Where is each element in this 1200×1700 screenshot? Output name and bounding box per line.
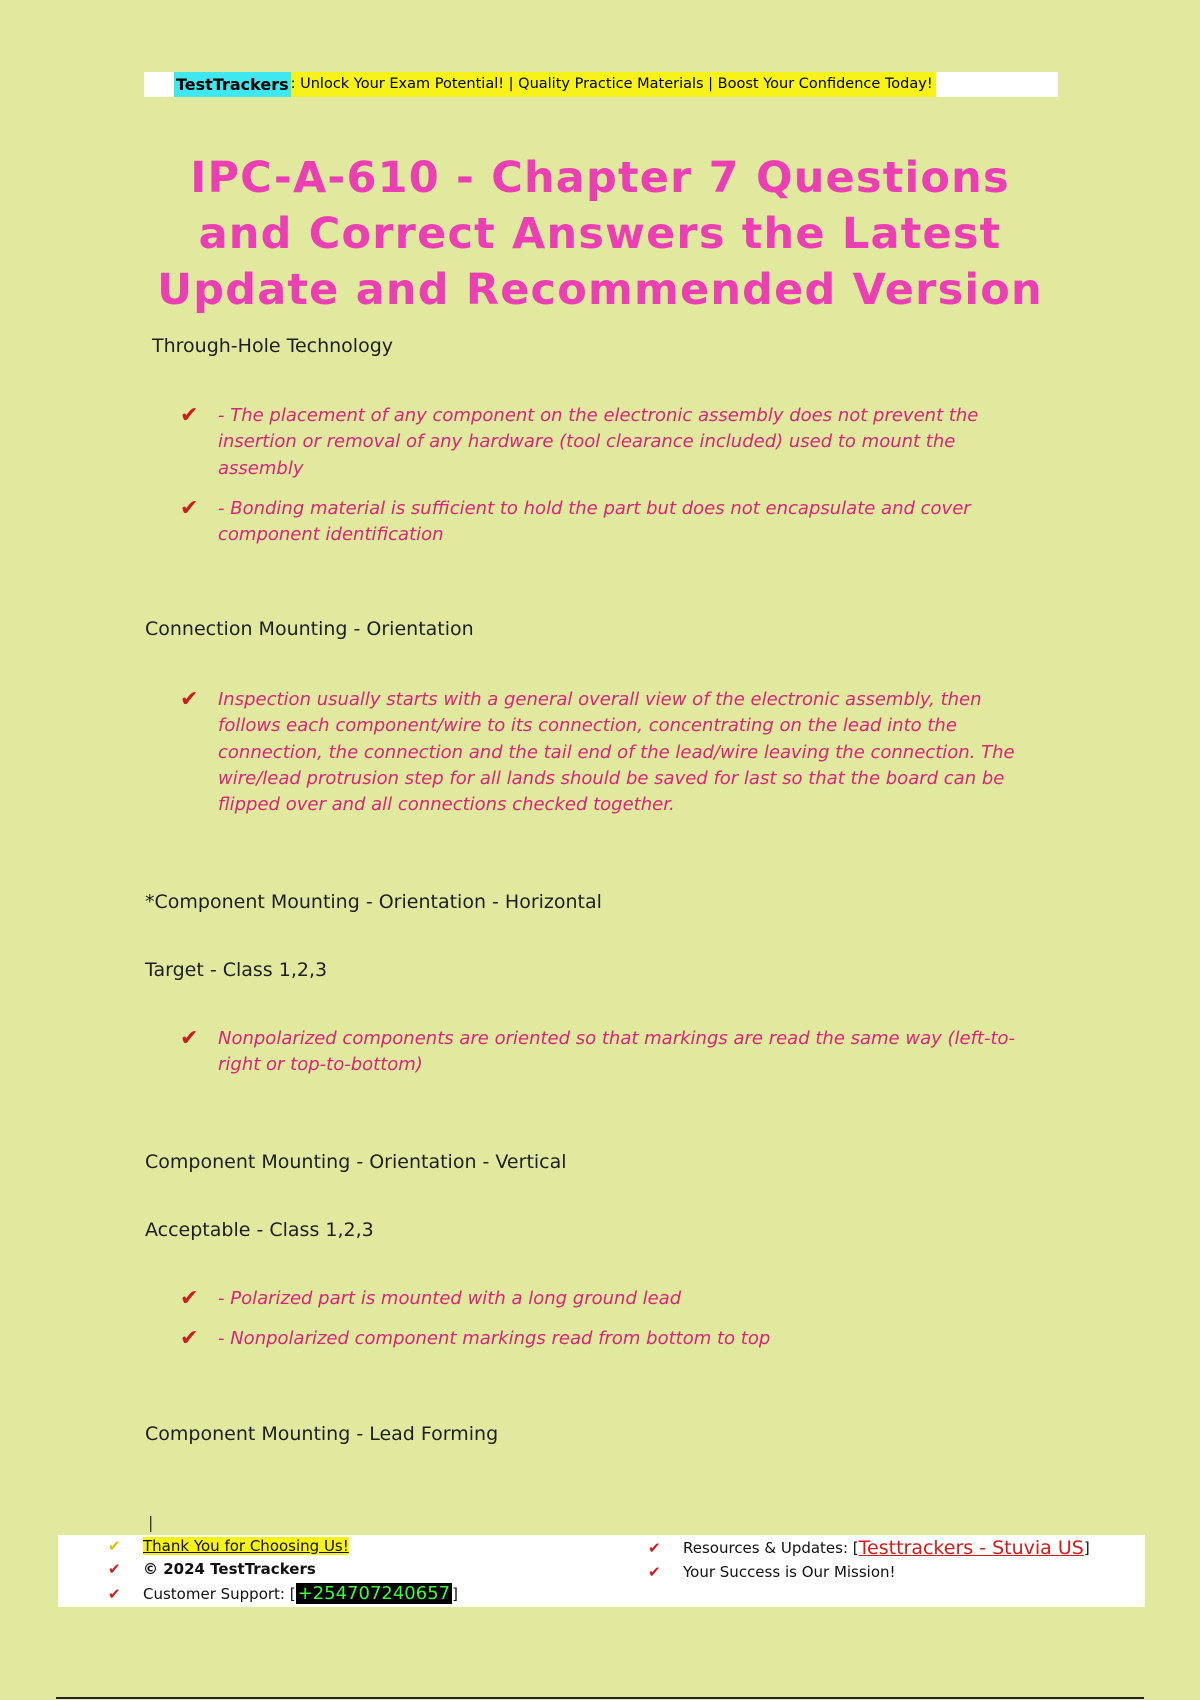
brand-name: TestTrackers: [174, 72, 291, 97]
footer-copyright-row: [108, 1560, 316, 1578]
answer-item: [180, 1286, 1040, 1312]
answer-text: - Polarized part is mounted with a long ground lead: [218, 1288, 682, 1309]
answer-item: [180, 496, 1040, 549]
section-heading: *Component Mounting - Orientation - Horizontal: [145, 891, 602, 913]
answer-text: Inspection usually starts with a general overall view of the electronic assembly, then follows each component/wire to its connection, concentrating on the lead into the connection, the connection and the tail end of the lead/wire leaving the connection. The wire/lead protrusion step for all lands should be saved for last so that the board can be flipped over and all connections checked together.: [218, 689, 1015, 816]
checkmark-icon: ✔: [108, 1537, 121, 1555]
footer-resources-row: [648, 1537, 1090, 1559]
footer-support-row: [108, 1583, 458, 1604]
checkmark-icon: ✔: [108, 1584, 121, 1603]
checkmark-icon: ✔: [108, 1560, 121, 1578]
support-close: ]: [452, 1584, 458, 1603]
header-banner: [144, 72, 1058, 97]
checkmark-icon: ✔: [180, 496, 199, 521]
section-heading: Through-Hole Technology: [152, 335, 394, 357]
page-bottom-rule: [56, 1697, 1144, 1699]
section-heading: Component Mounting - Lead Forming: [145, 1423, 499, 1445]
resources-close: ]: [1083, 1539, 1090, 1557]
footer-mission-row: [648, 1563, 896, 1581]
answer-text: Nonpolarized components are oriented so that markings are read the same way (left-to-right or top-to-bottom): [218, 1028, 1016, 1076]
answer-item: [180, 403, 1040, 482]
section-heading: Acceptable - Class 1,2,3: [145, 1219, 374, 1241]
checkmark-icon: ✔: [180, 403, 199, 428]
resources-link[interactable]: Testtrackers - Stuvia US: [858, 1537, 1084, 1559]
answer-text: - Nonpolarized component markings read from bottom to top: [218, 1328, 771, 1349]
thanks-text: Thank You for Choosing Us!: [143, 1537, 349, 1555]
section-heading: Target - Class 1,2,3: [145, 959, 328, 981]
support-label: Customer Support: [: [143, 1584, 296, 1603]
checkmark-icon: ✔: [648, 1539, 661, 1557]
answer-text: - Bonding material is sufficient to hold the part but does not encapsulate and cover component identification: [218, 498, 971, 546]
answer-item: [180, 1026, 1040, 1079]
text-cursor: |: [148, 1513, 154, 1532]
checkmark-icon: ✔: [180, 687, 199, 712]
footer-thanks-row: [108, 1537, 349, 1555]
checkmark-icon: ✔: [648, 1563, 661, 1581]
resources-label: Resources & Updates: [: [683, 1539, 859, 1557]
mission-text: Your Success is Our Mission!: [683, 1563, 896, 1581]
answer-text: - The placement of any component on the electronic assembly does not prevent the insertion or removal of any hardware (tool clearance included) used to mount the assembly: [218, 405, 979, 479]
section-heading: Connection Mounting - Orientation: [145, 618, 474, 640]
checkmark-icon: ✔: [180, 1026, 199, 1051]
answer-item: [180, 1326, 1040, 1352]
header-tagline: : Unlock Your Exam Potential! | Quality Practice Materials | Boost Your Confidence Today!: [291, 72, 936, 97]
checkmark-icon: ✔: [180, 1286, 199, 1311]
checkmark-icon: ✔: [180, 1326, 199, 1351]
section-heading: Component Mounting - Orientation - Vertical: [145, 1151, 567, 1173]
copyright-text: © 2024 TestTrackers: [143, 1560, 316, 1578]
document-title: IPC-A-610 - Chapter 7 Questions and Correct Answers the Latest Update and Recommended Version: [157, 153, 1043, 315]
support-phone[interactable]: +254707240657: [297, 1583, 451, 1604]
footer: [58, 1535, 1145, 1607]
answer-item: [180, 687, 1040, 818]
